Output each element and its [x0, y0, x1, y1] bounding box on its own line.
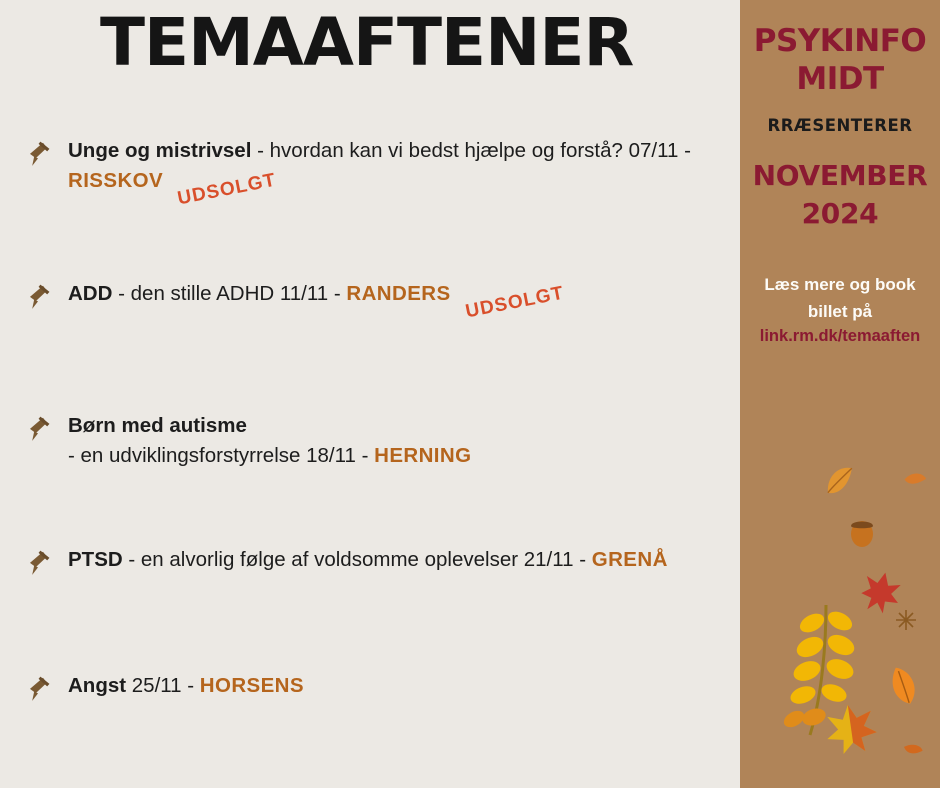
- event-text: [68, 411, 740, 471]
- list-item[interactable]: [0, 279, 740, 335]
- booking-link[interactable]: link.rm.dk/temaaften: [759, 327, 921, 345]
- event-title: ADD: [68, 282, 113, 305]
- list-item[interactable]: [0, 545, 740, 601]
- poster-sidebar: [740, 0, 940, 788]
- booking-line-2: billet på: [807, 302, 873, 321]
- booking-info: [740, 271, 940, 325]
- pushpin-icon: [26, 281, 56, 309]
- event-title: Unge og mistrivsel: [68, 139, 252, 162]
- event-description: 25/11 -: [126, 674, 200, 697]
- event-text: [68, 279, 740, 323]
- brand-name: [740, 22, 940, 98]
- pushpin-icon: [26, 547, 56, 575]
- autumn-leaves-decoration: [740, 440, 940, 788]
- pushpin-icon: [26, 138, 56, 166]
- page-title: TEMAAFTENER: [100, 4, 634, 81]
- status-badge: UDSOLGT: [463, 282, 566, 323]
- status-badge: UDSOLGT: [175, 169, 278, 210]
- pushpin-icon: [26, 413, 56, 441]
- brand-line-2: MIDT: [796, 61, 884, 97]
- event-description: - den stille ADHD 11/11 -: [112, 282, 347, 305]
- pushpin-icon: [26, 673, 56, 701]
- event-text: [68, 136, 740, 210]
- brand-line-1: PSYKINFO: [753, 23, 927, 59]
- event-city: RISSKOV: [68, 169, 164, 192]
- date-block: [740, 157, 940, 233]
- event-city: RANDERS: [346, 282, 451, 305]
- event-description: - en udviklingsforstyrrelse 18/11 -: [68, 444, 375, 467]
- event-title: Børn med autisme: [68, 414, 247, 437]
- event-title: Angst: [68, 674, 127, 697]
- event-text: [68, 671, 740, 701]
- event-list: [0, 136, 740, 727]
- booking-line-1: Læs mere og book: [764, 275, 916, 294]
- event-description: - en alvorlig følge af voldsomme oplevelser 21/11 -: [122, 548, 592, 571]
- list-item[interactable]: [0, 136, 740, 210]
- event-city: HERNING: [374, 444, 472, 467]
- event-title: PTSD: [68, 548, 123, 571]
- list-item[interactable]: [0, 411, 740, 471]
- event-description: - hvordan kan vi bedst hjælpe og forstå? 07/11 -: [251, 139, 691, 162]
- event-city: GRENÅ: [591, 548, 668, 571]
- event-text: [68, 545, 740, 575]
- list-item[interactable]: [0, 671, 740, 727]
- event-city: HORSENS: [199, 674, 304, 697]
- month-label: NOVEMBER: [752, 159, 928, 192]
- year-label: 2024: [801, 197, 879, 230]
- presents-label: RRÆSENTERER: [767, 116, 913, 135]
